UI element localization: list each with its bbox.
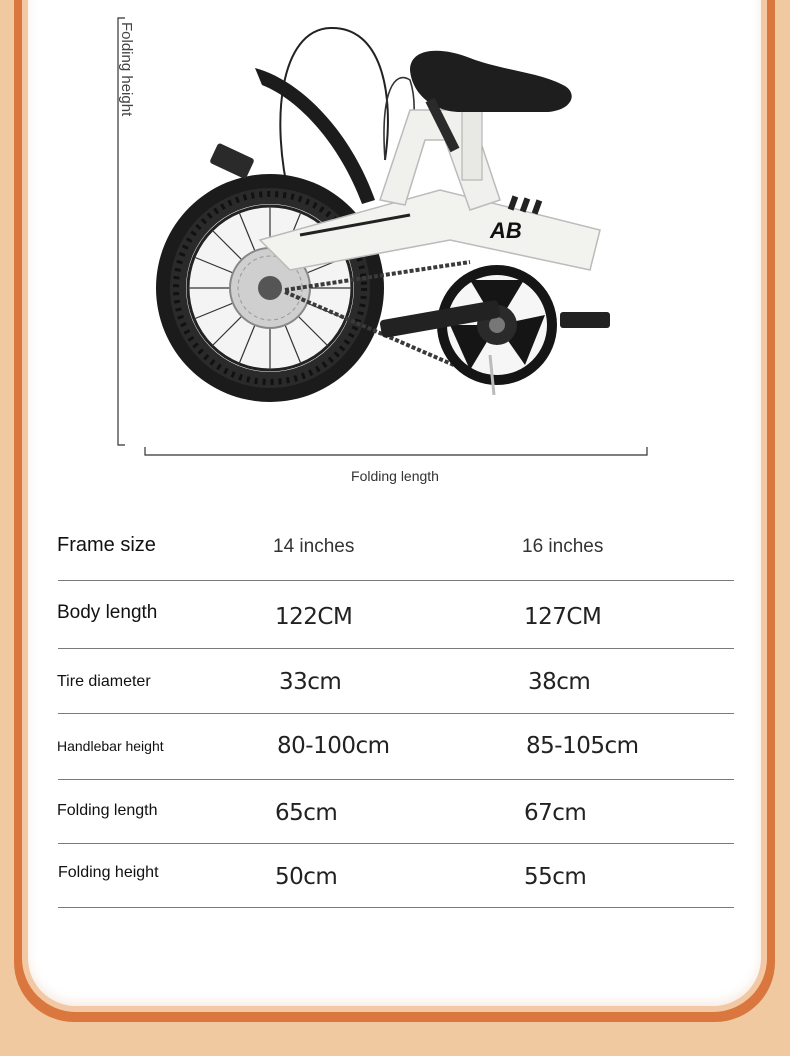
row-value-14: 50cm (275, 864, 338, 890)
row-value-16: 85-105cm (526, 733, 639, 759)
row-label: Tire diameter (57, 673, 151, 690)
row-label: Body length (57, 602, 158, 623)
length-dimension-line (145, 447, 647, 455)
table-divider (58, 580, 734, 581)
row-label: Folding height (58, 864, 159, 881)
folding-height-label: Folding height (118, 22, 135, 117)
row-value-16: 55cm (524, 864, 587, 890)
row-label: Folding length (57, 802, 158, 819)
table-divider (58, 648, 734, 649)
table-divider (58, 843, 734, 844)
row-value-16: 127CM (524, 604, 602, 630)
table-divider (58, 713, 734, 714)
header-col1: 14 inches (273, 536, 355, 557)
table-divider (58, 779, 734, 780)
rear-wheel (156, 174, 384, 402)
row-value-14: 80-100cm (277, 733, 390, 759)
row-value-14: 122CM (275, 604, 353, 630)
row-value-14: 65cm (275, 800, 338, 826)
svg-text:AB: AB (490, 218, 522, 243)
table-divider (58, 907, 734, 908)
row-label: Handlebar height (57, 738, 164, 754)
header-label: Frame size (57, 534, 156, 556)
row-value-16: 67cm (524, 800, 587, 826)
row-value-16: 38cm (528, 669, 591, 695)
header-col2: 16 inches (522, 536, 604, 557)
folding-length-label: Folding length (351, 468, 439, 484)
row-value-14: 33cm (279, 669, 342, 695)
